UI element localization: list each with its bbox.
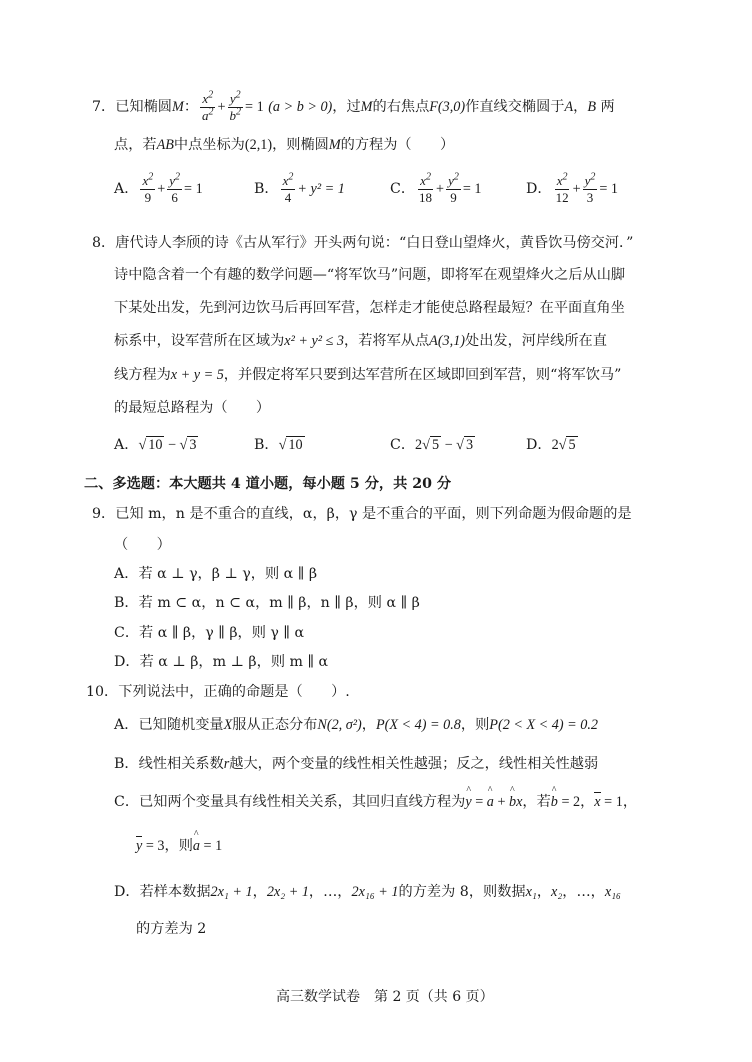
section-heading-multiple-choice: 二、多选题：本大题共 4 道小题，每小题 5 分，共 20 分 [84, 476, 452, 492]
q7-option-b: B． $\frac{x^2}{4}$ + y² = 1 [254, 171, 345, 205]
q10-option-c-line2: y = 3，则^ a = 1 [136, 835, 222, 855]
q9-number: 9． [92, 506, 116, 522]
q10-option-c-line1: C．已知两个变量具有线性相关关系，其回归直线方程为^ y = ^ a + ^ bx，若^ b = 2，x = 1， [114, 791, 637, 811]
q7-number: 7． [92, 99, 116, 116]
q9-option-d: D．若 α ⊥ β，m ⊥ β，则 m ∥ α [114, 654, 329, 670]
q8-line4: 标系中，设军营所在区域为x² + y² ≤ 3，若将军从点A(3,1)处出发，河岸线所在直 [114, 333, 607, 349]
q10-option-a: A．已知随机变量X服从正态分布N(2, σ²)，P(X < 4) = 0.8，则P(2 < X < 4) = 0.2 [114, 717, 599, 733]
q9-option-b: B．若 m ⊂ α，n ⊂ α，m ∥ β，n ∥ β，则 α ∥ β [114, 595, 420, 611]
q8-number: 8． [92, 235, 116, 251]
q8-option-a: A．√ 10 − √ 3 [114, 437, 197, 453]
q7-option-a: A． $\frac{x^2}{9}$ + $\frac{y^2}{6}$ = 1 [114, 171, 203, 205]
q7-frac-y: $\frac{y^2}{b^2}$ [229, 89, 242, 123]
q8-line2: 诗中隐含着一个有趣的数学问题—“将军饮马”问题，即将军在观望烽火之后从山脚 [114, 267, 626, 283]
q10-option-b: B．线性相关系数r越大，两个变量的线性相关性越强；反之，线性相关性越弱 [114, 756, 599, 772]
q8-line3: 下某处出发，先到河边饮马后再回军营，怎样走才能使总路程最短？在平面直角坐 [114, 300, 625, 316]
q7-frac-x: $\frac{x^2}{a^2}$ [202, 89, 214, 123]
page-footer: 高三数学试卷 第 2 页（共 6 页） [276, 989, 494, 1005]
q10-option-d-line2: 的方差为 2 [136, 921, 207, 937]
q9-line2: （ ） [114, 537, 171, 553]
q10-line1: 10．下列说法中，正确的命题是（ ）. [86, 684, 350, 700]
q8-line6: 的最短总路程为（ ） [114, 400, 271, 416]
q7-option-d: D． $\frac{x^2}{12}$ + $\frac{y^2}{3}$ = 1 [526, 171, 619, 205]
q7-option-c: C． $\frac{x^2}{18}$ + $\frac{y^2}{9}$ = 1 [390, 171, 482, 205]
q8-line1: 8．唐代诗人李颀的诗《古从军行》开头两句说：“白日登山望烽火，黄昏饮马傍交河．” [92, 235, 634, 251]
q8-line5: 线方程为x + y = 5，并假定将军只要到达军营所在区域即回到军营，则“将军饮马” [114, 367, 622, 383]
q7-line2: 点，若AB中点坐标为(2,1)，则椭圆M的方程为（ ） [114, 137, 455, 153]
q10-option-d-line1: D．若样本数据2x₁ + 1，2x₂ + 1，…，2x₁₆ + 1的方差为 8，则数据x₁，x₂，…，x₁₆ [114, 884, 621, 900]
q10-number: 10． [86, 684, 119, 700]
q8-option-d: D．2√ 5 [526, 437, 576, 453]
q9-option-c: C．若 α ∥ β，γ ∥ β，则 γ ∥ α [114, 625, 305, 641]
q9-line1: 9．已知 m，n 是不重合的直线，α，β，γ 是不重合的平面，则下列命题为假命题的是 [92, 506, 632, 522]
q9-option-a: A．若 α ⊥ γ，β ⊥ γ，则 α ∥ β [114, 566, 318, 582]
q8-option-c: C．2√ 5 − √ 3 [390, 437, 474, 453]
q8-option-b: B．√ 10 [254, 437, 303, 453]
q7-line1: 7．已知椭圆M： $\frac{x^2}{a^2}$ + $\frac{y^2}{b^2}$ = 1 (a > b > 0)，过M的右焦点F(3,0)作直线交椭圆于A，B 两 [92, 89, 615, 123]
